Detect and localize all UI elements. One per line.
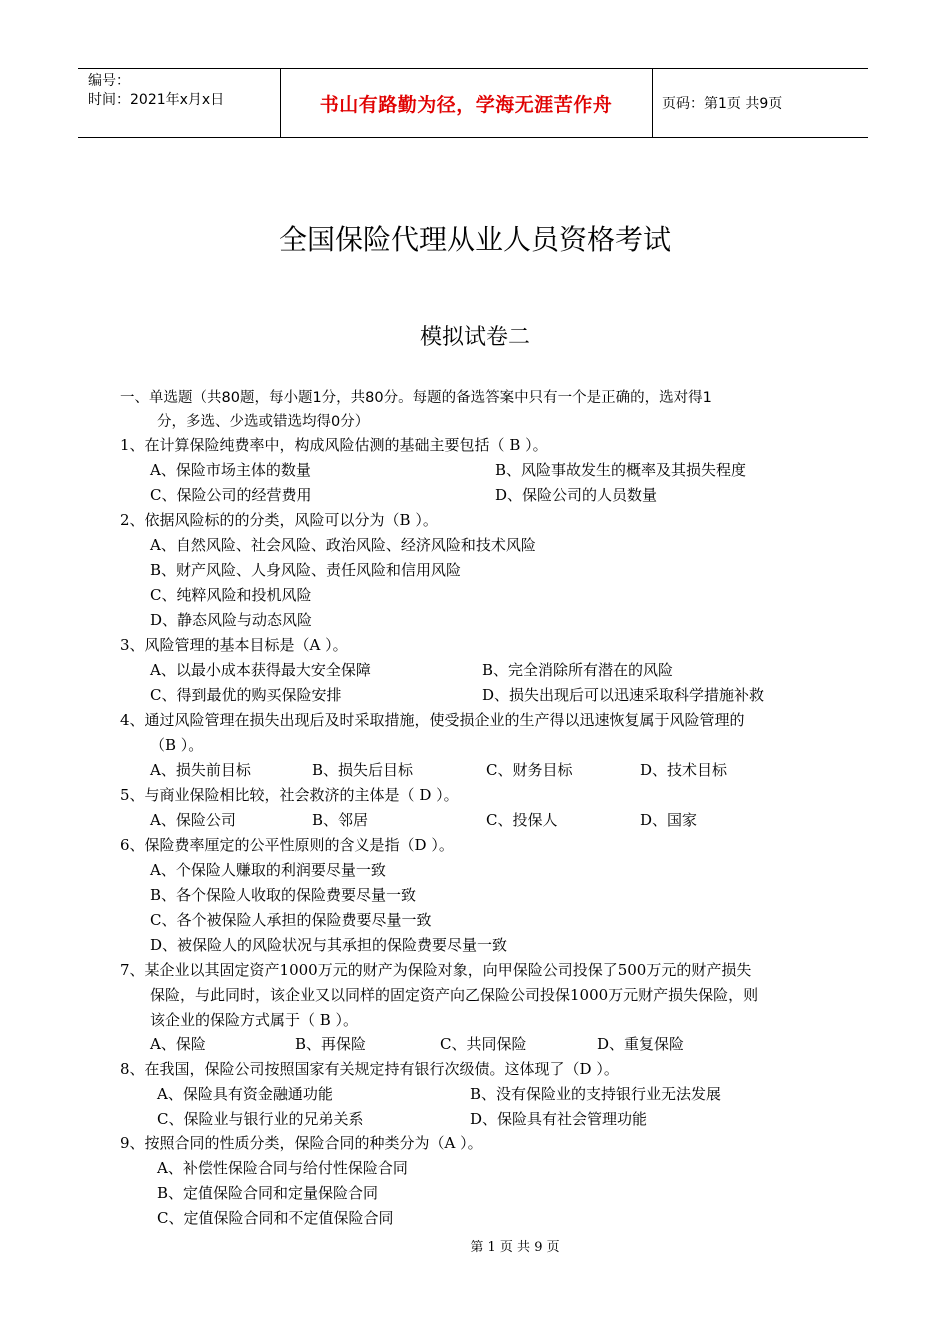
question-stem-cont: 该企业的保险方式属于（ B ）。 (150, 1011, 359, 1029)
question-stem: 6、保险费率厘定的公平性原则的含义是指（D ）。 (120, 836, 454, 854)
option-d: D、损失出现后可以迅速采取科学措施补救 (482, 686, 765, 704)
option-d: D、重复保险 (597, 1035, 685, 1053)
section-heading: 一、单选题（共80题，每小题1分，共80分。每题的备选答案中只有一个是正确的，选对得1 (120, 390, 712, 406)
option-d: D、保险公司的人员数量 (495, 486, 658, 504)
question-stem: 7、某企业以其固定资产1000万元的财产为保险对象，向甲保险公司投保了500万元的财产损失 (120, 961, 752, 979)
exam-subtitle: 模拟试卷二 (419, 325, 530, 350)
option-c: C、财务目标 (486, 761, 573, 779)
question-stem: 3、风险管理的基本目标是（A ）。 (120, 636, 348, 654)
section-heading-cont: 分，多选、少选或错选均得0分） (157, 414, 370, 430)
question-stem: 1、在计算保险纯费率中，构成风险估测的基础主要包括（ B ）。 (120, 436, 548, 454)
question-stem: 9、按照合同的性质分类，保险合同的种类分为（A ）。 (120, 1134, 483, 1152)
option-a: A、以最小成本获得最大安全保障 (150, 661, 371, 679)
page-footer: 第 1 页 共 9 页 (470, 1240, 560, 1255)
option-b: B、再保险 (295, 1035, 367, 1053)
option-a: A、保险市场主体的数量 (150, 461, 311, 479)
option-b: B、完全消除所有潜在的风险 (482, 661, 674, 679)
option-d: D、技术目标 (640, 761, 728, 779)
option-b: B、没有保险业的支持银行业无法发展 (470, 1085, 722, 1103)
option-b: B、邻居 (312, 811, 369, 829)
question-stem-cont: （B ）。 (150, 736, 204, 754)
option-a: A、保险 (150, 1035, 206, 1053)
option-a: A、损失前目标 (150, 761, 251, 779)
option-b: B、各个保险人收取的保险费要尽量一致 (150, 886, 417, 904)
option-a: A、自然风险、社会风险、政治风险、经济风险和技术风险 (150, 536, 536, 554)
question-stem: 4、通过风险管理在损失出现后及时采取措施，使受损企业的生产得以迅速恢复属于风险管理的 (120, 711, 745, 729)
header-motto: 书山有路勤为径，学海无涯苦作舟 (319, 93, 613, 116)
option-a: A、补偿性保险合同与给付性保险合同 (157, 1159, 408, 1177)
option-d: D、静态风险与动态风险 (150, 611, 313, 629)
option-c: C、共同保险 (440, 1035, 527, 1053)
exam-title: 全国保险代理从业人员资格考试 (278, 223, 671, 256)
option-a: A、个保险人赚取的利润要尽量一致 (150, 861, 386, 879)
number-label: 编号： (88, 73, 130, 89)
option-d: D、保险具有社会管理功能 (470, 1110, 648, 1128)
question-stem: 8、在我国，保险公司按照国家有关规定持有银行次级债。这体现了（D ）。 (120, 1060, 619, 1078)
option-c: C、定值保险合同和不定值保险合同 (157, 1209, 394, 1227)
header-page-label: 页码：第1页 共9页 (662, 96, 783, 112)
option-c: C、纯粹风险和投机风险 (150, 586, 312, 604)
option-b: B、损失后目标 (312, 761, 414, 779)
option-a: A、保险公司 (150, 811, 236, 829)
option-b: B、风险事故发生的概率及其损失程度 (495, 461, 747, 479)
question-stem: 5、与商业保险相比较，社会救济的主体是（ D ）。 (120, 786, 459, 804)
option-d: D、被保险人的风险状况与其承担的保险费要尽量一致 (150, 936, 508, 954)
option-c: C、得到最优的购买保险安排 (150, 686, 342, 704)
option-c: C、投保人 (486, 811, 558, 829)
question-stem: 2、依据风险标的的分类，风险可以分为（B ）。 (120, 511, 438, 529)
header-divider (652, 69, 653, 137)
option-b: B、定值保险合同和定量保险合同 (157, 1184, 379, 1202)
header-info (88, 72, 224, 110)
option-c: C、保险公司的经营费用 (150, 486, 312, 504)
option-d: D、国家 (640, 811, 698, 829)
option-b: B、财产风险、人身风险、责任风险和信用风险 (150, 561, 462, 579)
option-c: C、保险业与银行业的兄弟关系 (157, 1110, 364, 1128)
option-a: A、保险具有资金融通功能 (157, 1085, 333, 1103)
document-header (78, 68, 868, 138)
time-label: 时间：2021年x月x日 (88, 92, 225, 108)
option-c: C、各个被保险人承担的保险费要尽量一致 (150, 911, 432, 929)
question-stem-cont: 保险，与此同时，该企业又以同样的固定资产向乙保险公司投保1000万元财产损失保险，则 (150, 986, 759, 1004)
